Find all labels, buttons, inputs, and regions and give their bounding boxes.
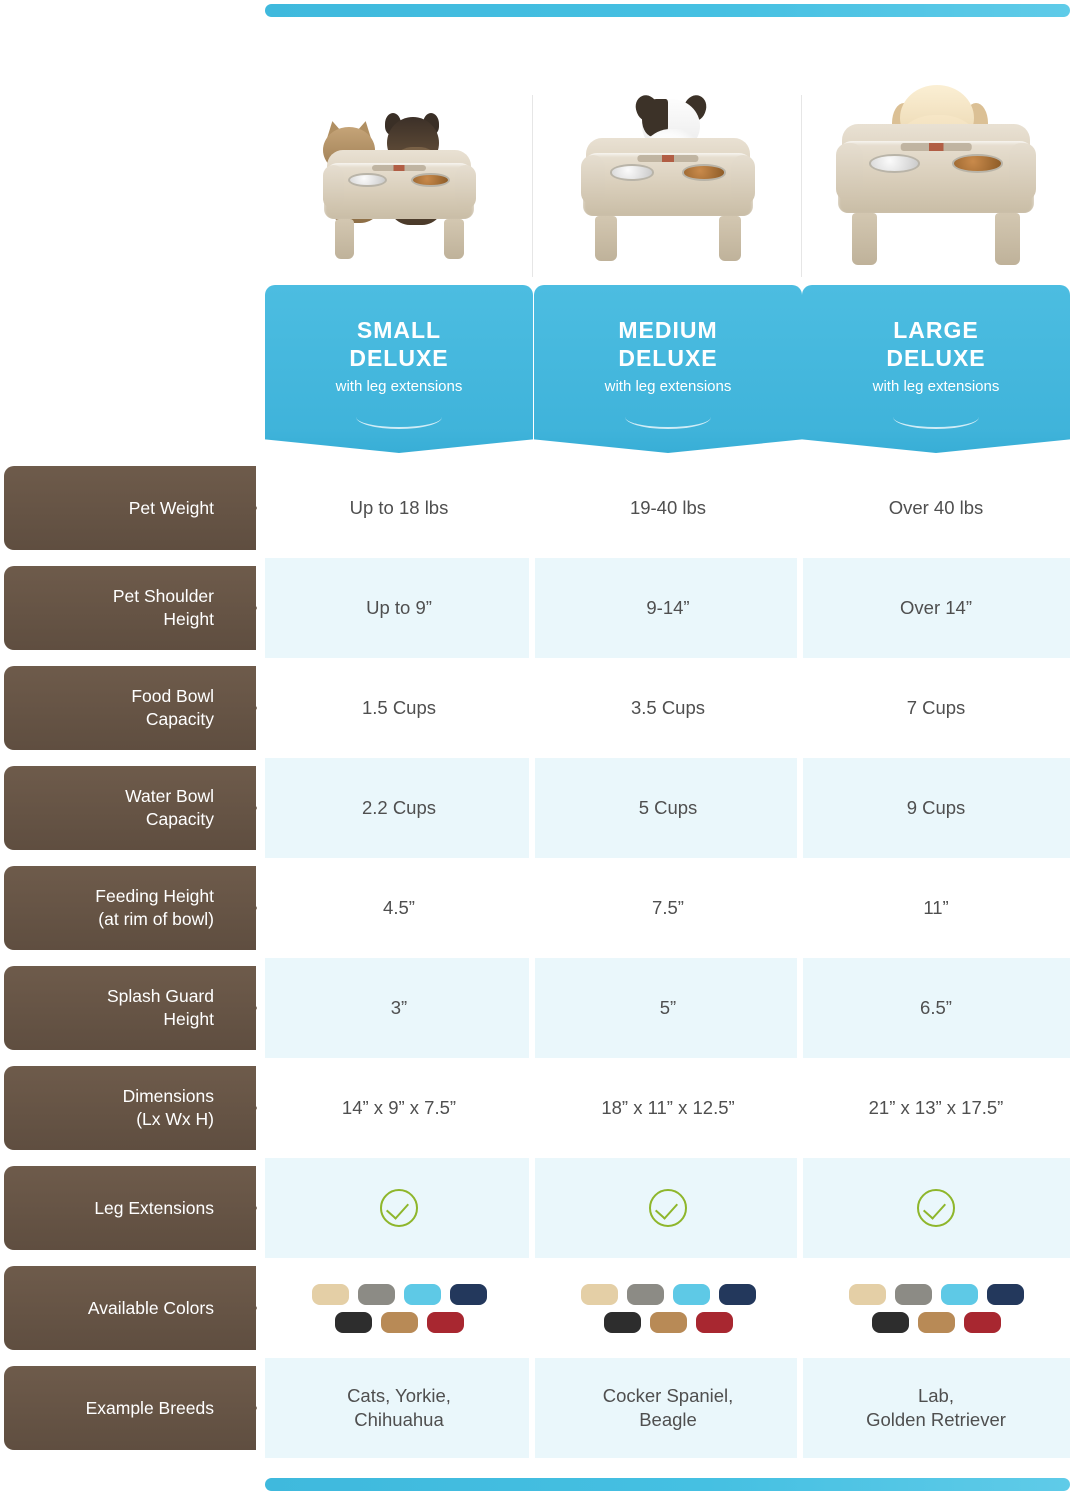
small-pet-scene xyxy=(265,57,533,277)
table-row xyxy=(0,658,1074,758)
cell-pet-weight-small: Up to 18 lbs xyxy=(349,496,449,518)
cell-splash-guard-medium: 5” xyxy=(659,996,677,1018)
table-row xyxy=(0,858,1074,958)
cell-colors-large xyxy=(802,1258,1070,1358)
swatch-navy[interactable] xyxy=(719,1284,756,1305)
row-label-text-2: (at rim of bowl) xyxy=(98,909,214,929)
table-row xyxy=(0,1158,1074,1258)
cell-breeds-small xyxy=(265,1358,533,1458)
table-row xyxy=(0,458,1074,558)
size-tier-small: DELUXE xyxy=(349,345,449,372)
cell-colors-medium xyxy=(534,1258,802,1358)
swatch-navy[interactable] xyxy=(450,1284,487,1305)
table-row xyxy=(0,1058,1074,1158)
breed-line-2: Beagle xyxy=(639,1409,697,1430)
swatch-aqua[interactable] xyxy=(673,1284,710,1305)
row-label-food-bowl-capacity xyxy=(4,666,256,750)
size-sub-medium: with leg extensions xyxy=(604,377,732,395)
medium-pet-scene xyxy=(534,57,802,277)
cell-splash-guard-large: 6.5” xyxy=(920,996,952,1018)
row-label-text: Pet Shoulder xyxy=(112,586,214,607)
banner-curve-medium xyxy=(625,417,711,429)
swatch-cream[interactable] xyxy=(849,1284,886,1305)
check-circle-icon xyxy=(649,1189,687,1227)
banner-point-small xyxy=(265,431,533,453)
cell-feeding-height-medium: 7.5” xyxy=(652,896,684,918)
size-name-medium: MEDIUM xyxy=(618,317,718,343)
swatch-black[interactable] xyxy=(872,1312,909,1333)
table-row xyxy=(0,1358,1074,1458)
banner-large xyxy=(802,285,1070,435)
row-label-text-2: Height xyxy=(163,1009,214,1029)
product-column-large[interactable] xyxy=(802,45,1070,445)
product-column-medium[interactable] xyxy=(534,45,802,445)
row-label-text: Food Bowl xyxy=(131,686,214,707)
banner-curve-small xyxy=(356,417,442,429)
cell-shoulder-medium: 9-14” xyxy=(646,596,690,618)
cell-feeding-height-small: 4.5” xyxy=(383,896,415,918)
row-label-leg-extensions xyxy=(4,1166,256,1250)
breed-line-1: Cocker Spaniel, xyxy=(602,1384,734,1406)
row-label-text: Pet Weight xyxy=(128,497,214,518)
product-photo-small xyxy=(265,45,533,285)
breed-line-1: Lab, xyxy=(917,1384,954,1406)
size-name-small: SMALL xyxy=(356,317,442,343)
swatch-cream[interactable] xyxy=(312,1284,349,1305)
breed-line-2: Golden Retriever xyxy=(866,1409,1006,1430)
banner-point-large xyxy=(802,431,1070,453)
row-label-text: Feeding Height xyxy=(95,886,214,907)
size-tier-medium: DELUXE xyxy=(618,345,718,372)
swatch-black[interactable] xyxy=(335,1312,372,1333)
product-column-small[interactable] xyxy=(265,45,533,445)
cell-dimensions-large: 21” x 13” x 17.5” xyxy=(868,1096,1004,1118)
swatch-bronze[interactable] xyxy=(650,1312,687,1333)
row-label-text: Splash Guard xyxy=(106,986,214,1007)
swatch-red[interactable] xyxy=(696,1312,733,1333)
swatch-cream[interactable] xyxy=(581,1284,618,1305)
cell-shoulder-large: Over 14” xyxy=(900,596,972,618)
cell-food-bowl-medium: 3.5 Cups xyxy=(630,696,706,718)
row-label-text-2: Capacity xyxy=(145,709,214,729)
row-label-available-colors xyxy=(4,1266,256,1350)
feeder-large-icon xyxy=(838,141,1034,265)
row-label-text: Leg Extensions xyxy=(94,1197,214,1218)
row-label-pet-weight xyxy=(4,466,256,550)
breed-line-2: Chihuahua xyxy=(354,1409,444,1430)
cell-food-bowl-small: 1.5 Cups xyxy=(361,696,437,718)
swatch-navy[interactable] xyxy=(987,1284,1024,1305)
cell-shoulder-small: Up to 9” xyxy=(366,596,432,618)
cell-colors-small xyxy=(265,1258,533,1358)
cell-breeds-large xyxy=(802,1358,1070,1458)
bottom-accent-bar xyxy=(265,1478,1070,1491)
row-label-water-bowl-capacity xyxy=(4,766,256,850)
row-label-text-2: Height xyxy=(163,609,214,629)
feeder-small-icon xyxy=(324,163,474,259)
swatch-bronze[interactable] xyxy=(918,1312,955,1333)
row-label-feeding-height xyxy=(4,866,256,950)
row-label-text-2: Capacity xyxy=(145,809,214,829)
row-label-text: Dimensions xyxy=(122,1086,214,1107)
row-label-text: Example Breeds xyxy=(85,1397,214,1418)
cell-food-bowl-large: 7 Cups xyxy=(906,696,966,718)
product-photo-medium xyxy=(534,45,802,285)
row-label-text-2: (Lx Wx H) xyxy=(136,1109,214,1129)
table-row xyxy=(0,958,1074,1058)
swatch-black[interactable] xyxy=(604,1312,641,1333)
row-label-dimensions xyxy=(4,1066,256,1150)
check-circle-icon xyxy=(380,1189,418,1227)
breed-line-1: Cats, Yorkie, xyxy=(347,1384,451,1406)
cell-breeds-medium xyxy=(534,1358,802,1458)
swatch-aqua[interactable] xyxy=(941,1284,978,1305)
cell-splash-guard-small: 3” xyxy=(390,996,408,1018)
swatch-red[interactable] xyxy=(964,1312,1001,1333)
row-label-splash-guard-height xyxy=(4,966,256,1050)
size-name-large: LARGE xyxy=(893,317,979,343)
table-row xyxy=(0,758,1074,858)
cell-water-bowl-large: 9 Cups xyxy=(906,796,966,818)
cell-water-bowl-small: 2.2 Cups xyxy=(361,796,437,818)
banner-curve-large xyxy=(893,417,979,429)
cell-leg-extensions-small xyxy=(265,1158,533,1258)
swatch-gray[interactable] xyxy=(627,1284,664,1305)
cell-dimensions-medium: 18” x 11” x 12.5” xyxy=(601,1096,735,1118)
size-sub-small: with leg extensions xyxy=(335,377,463,395)
large-pet-scene xyxy=(802,57,1070,277)
cell-pet-weight-large: Over 40 lbs xyxy=(888,496,984,518)
size-sub-large: with leg extensions xyxy=(872,377,1000,395)
cell-leg-extensions-large xyxy=(802,1158,1070,1258)
swatch-gray[interactable] xyxy=(895,1284,932,1305)
product-header-row xyxy=(265,45,1070,445)
cell-water-bowl-medium: 5 Cups xyxy=(638,796,698,818)
cell-leg-extensions-medium xyxy=(534,1158,802,1258)
row-label-text: Water Bowl xyxy=(125,786,214,807)
comparison-table xyxy=(0,458,1074,1458)
banner-medium xyxy=(534,285,802,435)
banner-small xyxy=(265,285,533,435)
row-label-example-breeds xyxy=(4,1366,256,1450)
size-tier-large: DELUXE xyxy=(886,345,986,372)
swatch-aqua[interactable] xyxy=(404,1284,441,1305)
product-photo-large xyxy=(802,45,1070,285)
table-row xyxy=(0,1258,1074,1358)
color-swatch-group-medium xyxy=(570,1284,766,1333)
swatch-bronze[interactable] xyxy=(381,1312,418,1333)
feeder-medium-icon xyxy=(583,153,753,261)
row-label-text: Available Colors xyxy=(87,1297,214,1318)
cell-dimensions-small: 14” x 9” x 7.5” xyxy=(341,1096,457,1118)
cell-feeding-height-large: 11” xyxy=(923,896,949,918)
swatch-gray[interactable] xyxy=(358,1284,395,1305)
cell-pet-weight-medium: 19-40 lbs xyxy=(629,496,707,518)
check-circle-icon xyxy=(917,1189,955,1227)
table-row xyxy=(0,558,1074,658)
banner-point-medium xyxy=(534,431,802,453)
row-label-pet-shoulder-height xyxy=(4,566,256,650)
color-swatch-group-small xyxy=(301,1284,497,1333)
top-accent-bar xyxy=(265,4,1070,17)
swatch-red[interactable] xyxy=(427,1312,464,1333)
color-swatch-group-large xyxy=(838,1284,1034,1333)
